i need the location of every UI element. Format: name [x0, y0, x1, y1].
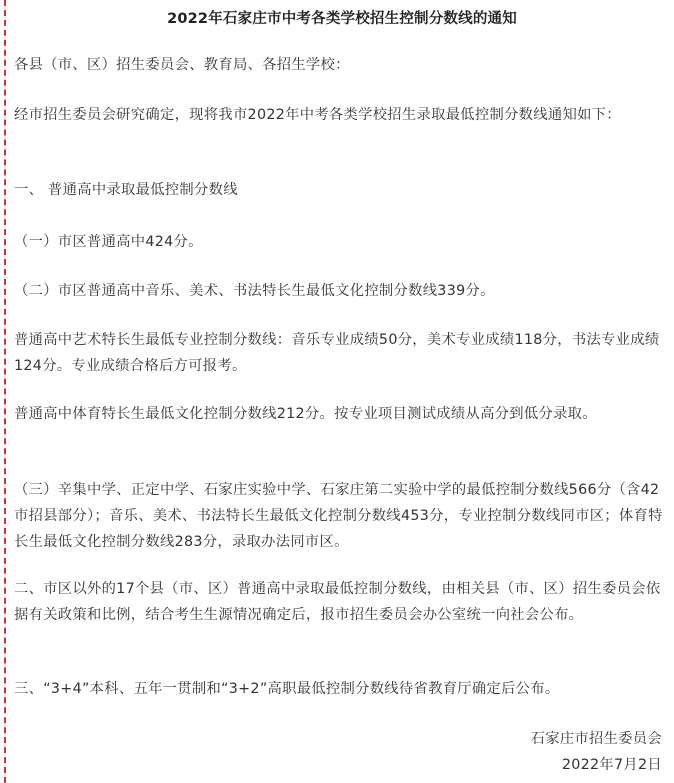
section-2: 二、市区以外的17个县（市、区）普通高中录取最低控制分数线，由相关县（市、区）招生委员会依据有关政策和比例，结合考生生源情况确定后，报市招生委员会办公室统一向社会公布。 — [14, 581, 661, 623]
item-3: （三）辛集中学、正定中学、石家庄实验中学、石家庄第二实验中学的最低控制分数线566分（含42市招县部分）；音乐、美术、书法特长生最低文化控制分数线453分，专业控制分数线同市区；体育特长生最低文化控制分数线283分，录取办法同市区。 — [14, 482, 663, 550]
section-3: 三、“3+4”本科、五年一贯制和“3+2”高职最低控制分数线待省教育厅确定后公布。 — [14, 681, 560, 697]
section-1-heading: 一、 普通高中录取最低控制分数线 — [14, 182, 238, 198]
art-specialty-paragraph: 普通高中艺术特长生最低专业控制分数线：音乐专业成绩50分，美术专业成绩118分，书法专业成绩124分。专业成绩合格后方可报考。 — [14, 332, 660, 374]
date: 2022年7月2日 — [561, 757, 662, 773]
left-dashed-border — [4, 0, 6, 783]
item-2: （二）市区普通高中音乐、美术、书法特长生最低文化控制分数线339分。 — [14, 283, 495, 299]
intro-paragraph: 经市招生委员会研究确定，现将我市2022年中考各类学校招生录取最低控制分数线通知如下： — [14, 107, 621, 123]
signature: 石家庄市招生委员会 — [530, 731, 662, 747]
item-1: （一）市区普通高中424分。 — [14, 234, 203, 250]
sports-specialty-paragraph: 普通高中体育特长生最低文化控制分数线212分。按专业项目测试成绩从高分到低分录取。 — [14, 406, 597, 422]
salutation: 各县（市、区）招生委员会、教育局、各招生学校： — [14, 57, 350, 73]
notice-title: 2022年石家庄市中考各类学校招生控制分数线的通知 — [167, 11, 517, 27]
